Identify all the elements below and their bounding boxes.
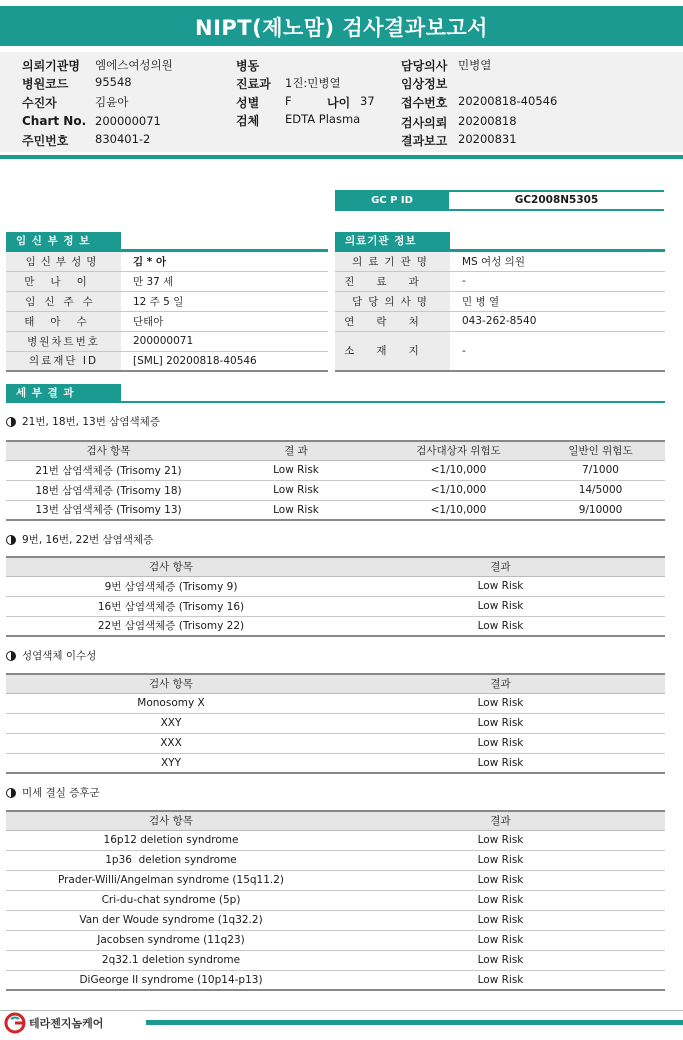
table-row [6, 910, 665, 930]
table-row [6, 693, 665, 713]
info-value: 만 37 세 [121, 271, 328, 291]
table-row [335, 251, 665, 271]
section-title [6, 414, 160, 429]
column-header: 결과 [336, 674, 665, 693]
half-circle-icon [6, 788, 16, 798]
header-value: 1진:민병열 [285, 76, 341, 90]
header-label: Chart No. [22, 114, 87, 128]
column-header: 일반인 위험도 [536, 441, 665, 460]
header-label: 의뢰기관명 [22, 59, 80, 73]
info-key: 임신부성명 [6, 251, 121, 271]
header-value: 20200818 [458, 114, 517, 128]
trisomy-minor-table [6, 556, 665, 637]
section-title [6, 648, 96, 663]
half-circle-icon [6, 417, 16, 427]
gcp-id-label: GC P ID [335, 190, 449, 211]
column-header: 검사 항목 [6, 811, 336, 830]
info-value: 민 병 열 [450, 291, 665, 311]
table-row [335, 311, 665, 331]
table-header-row [6, 674, 665, 693]
table-row [6, 460, 665, 480]
test-item: XXX [6, 733, 336, 753]
section-title-text: 성염색체 이수성 [22, 650, 97, 662]
test-item: Monosomy X [6, 693, 336, 713]
half-circle-icon [6, 651, 16, 661]
info-value: 200000071 [121, 331, 328, 351]
header-label: 결과보고 [401, 134, 448, 148]
test-item: 18번 삼염색체증 (Trisomy 18) [6, 480, 211, 500]
info-key: 진료과 [335, 271, 450, 291]
result: Low Risk [336, 576, 665, 596]
info-key: 소재지 [335, 331, 450, 371]
header-label: 주민번호 [22, 134, 69, 148]
table-row [6, 251, 328, 271]
info-key: 의료재단 ID [6, 351, 121, 371]
header-value: 830401-2 [95, 132, 151, 146]
table-row [6, 271, 328, 291]
info-key: 병원차트번호 [6, 331, 121, 351]
result: Low Risk [336, 596, 665, 616]
table-row [335, 291, 665, 311]
info-key: 태아수 [6, 311, 121, 331]
info-key: 의료기관명 [335, 251, 450, 271]
subject-risk: <1/10,000 [381, 460, 536, 480]
result: Low Risk [336, 890, 665, 910]
info-value: [SML] 20200818-40546 [121, 351, 328, 371]
table-row [6, 576, 665, 596]
column-header: 검사 항목 [6, 557, 336, 576]
table-row [6, 870, 665, 890]
info-key: 임신주수 [6, 291, 121, 311]
sex-chromosome-table [6, 673, 665, 774]
table-row [6, 480, 665, 500]
detail-results-tab: 세 부 결 과 [6, 384, 121, 403]
logo-text: 테라젠지놈케어 [29, 1017, 104, 1030]
result: Low Risk [211, 500, 381, 520]
column-header: 결과 [336, 811, 665, 830]
header-label: 병동 [236, 59, 260, 73]
table-row [6, 830, 665, 850]
table-row [6, 713, 665, 733]
column-header: 검사대상자 위험도 [381, 441, 536, 460]
header-label: 임상정보 [401, 77, 448, 91]
subject-risk: <1/10,000 [381, 500, 536, 520]
result: Low Risk [211, 480, 381, 500]
table-row [6, 500, 665, 520]
info-key: 담당의사명 [335, 291, 450, 311]
test-item: 16번 삼염색체증 (Trisomy 16) [6, 596, 336, 616]
result: Low Risk [336, 693, 665, 713]
header-label: 접수번호 [401, 96, 448, 110]
table-row [6, 850, 665, 870]
table-row [6, 351, 328, 371]
institution-info-tab: 의료기관 정보 [335, 232, 450, 251]
header-value: 김윤아 [95, 95, 129, 109]
test-item: 16p12 deletion syndrome [6, 830, 336, 850]
table-row [6, 930, 665, 950]
result: Low Risk [336, 950, 665, 970]
footer-divider [0, 1010, 683, 1011]
general-risk: 9/10000 [536, 500, 665, 520]
pregnant-info-tab: 임 신 부 정 보 [6, 232, 121, 251]
header-label: 검사의뢰 [401, 116, 448, 130]
test-item: Jacobsen syndrome (11q23) [6, 930, 336, 950]
test-item: XYY [6, 753, 336, 773]
header-label: 검체 [236, 114, 260, 128]
result: Low Risk [336, 830, 665, 850]
result: Low Risk [336, 910, 665, 930]
header-value: 95548 [95, 75, 132, 89]
header-value: F [285, 94, 292, 108]
result: Low Risk [336, 753, 665, 773]
general-risk: 14/5000 [536, 480, 665, 500]
half-circle-icon [6, 535, 16, 545]
table-header-row [6, 441, 665, 460]
section-title [6, 785, 100, 800]
info-value: 12 주 5 일 [121, 291, 328, 311]
subject-risk: <1/10,000 [381, 480, 536, 500]
header-value: 20200831 [458, 132, 517, 146]
company-logo [4, 1012, 103, 1034]
gcp-id-value: GC2008N5305 [449, 190, 664, 211]
section-title-text: 9번, 16번, 22번 삼염색체증 [22, 534, 154, 546]
info-key: 연락처 [335, 311, 450, 331]
column-header: 결 과 [211, 441, 381, 460]
info-key: 만나이 [6, 271, 121, 291]
header-value: 37 [360, 94, 375, 108]
column-header: 검사 항목 [6, 441, 211, 460]
header-label: 진료과 [236, 77, 271, 91]
result: Low Risk [336, 870, 665, 890]
test-item: 21번 삼염색체증 (Trisomy 21) [6, 460, 211, 480]
column-header: 결과 [336, 557, 665, 576]
test-item: 22번 삼염색체증 (Trisomy 22) [6, 616, 336, 636]
table-row [6, 331, 328, 351]
table-row [6, 616, 665, 636]
table-header-row [6, 811, 665, 830]
tab-underline [121, 401, 665, 403]
result: Low Risk [336, 930, 665, 950]
info-value: 043-262-8540 [450, 311, 665, 331]
info-value: 김 * 아 [121, 251, 328, 271]
info-value: 단태아 [121, 311, 328, 331]
microdeletion-table [6, 810, 665, 991]
result: Low Risk [336, 713, 665, 733]
logo-icon [4, 1012, 26, 1034]
test-item: Van der Woude syndrome (1q32.2) [6, 910, 336, 930]
institution-info-table [335, 250, 665, 372]
info-value: - [450, 331, 665, 371]
header-value: 200000071 [95, 114, 161, 128]
table-row [6, 596, 665, 616]
header-label: 나이 [327, 96, 351, 110]
test-item: 9번 삼염색체증 (Trisomy 9) [6, 576, 336, 596]
result: Low Risk [336, 970, 665, 990]
test-item: DiGeorge II syndrome (10p14-p13) [6, 970, 336, 990]
table-row [6, 753, 665, 773]
table-row [6, 890, 665, 910]
general-risk: 7/1000 [536, 460, 665, 480]
result: Low Risk [336, 616, 665, 636]
result: Low Risk [336, 850, 665, 870]
table-row [6, 733, 665, 753]
table-row [335, 271, 665, 291]
pregnant-info-table [6, 250, 328, 372]
header-label: 수진자 [22, 96, 57, 110]
section-title [6, 532, 153, 547]
section-title-text: 21번, 18번, 13번 삼염색체증 [22, 416, 160, 428]
test-item: Prader-Willi/Angelman syndrome (15q11.2) [6, 870, 336, 890]
table-header-row [6, 557, 665, 576]
header-label: 담당의사 [401, 59, 448, 73]
test-item: 13번 삼염색체증 (Trisomy 13) [6, 500, 211, 520]
header-info [0, 52, 683, 152]
header-value: 20200818-40546 [458, 94, 558, 108]
section-title-text: 미세 결실 증후군 [22, 787, 100, 799]
result: Low Risk [211, 460, 381, 480]
table-row [6, 950, 665, 970]
header-divider [0, 155, 683, 159]
report-title: NIPT(제노맘) 검사결과보고서 [0, 6, 683, 46]
test-item: XXY [6, 713, 336, 733]
footer-bar [146, 1020, 683, 1025]
header-label: 병원코드 [22, 77, 69, 91]
info-value: MS 여성 의원 [450, 251, 665, 271]
table-row [6, 291, 328, 311]
table-row [6, 970, 665, 990]
header-value: EDTA Plasma [285, 112, 361, 126]
test-item: 1p36 deletion syndrome [6, 850, 336, 870]
table-row [6, 311, 328, 331]
header-label: 성별 [236, 96, 260, 110]
trisomy-major-table [6, 440, 665, 521]
result: Low Risk [336, 733, 665, 753]
header-value: 민병열 [458, 58, 492, 72]
table-row [335, 331, 665, 371]
column-header: 검사 항목 [6, 674, 336, 693]
header-value: 엠에스여성의원 [95, 58, 173, 72]
info-value: - [450, 271, 665, 291]
test-item: Cri-du-chat syndrome (5p) [6, 890, 336, 910]
test-item: 2q32.1 deletion syndrome [6, 950, 336, 970]
